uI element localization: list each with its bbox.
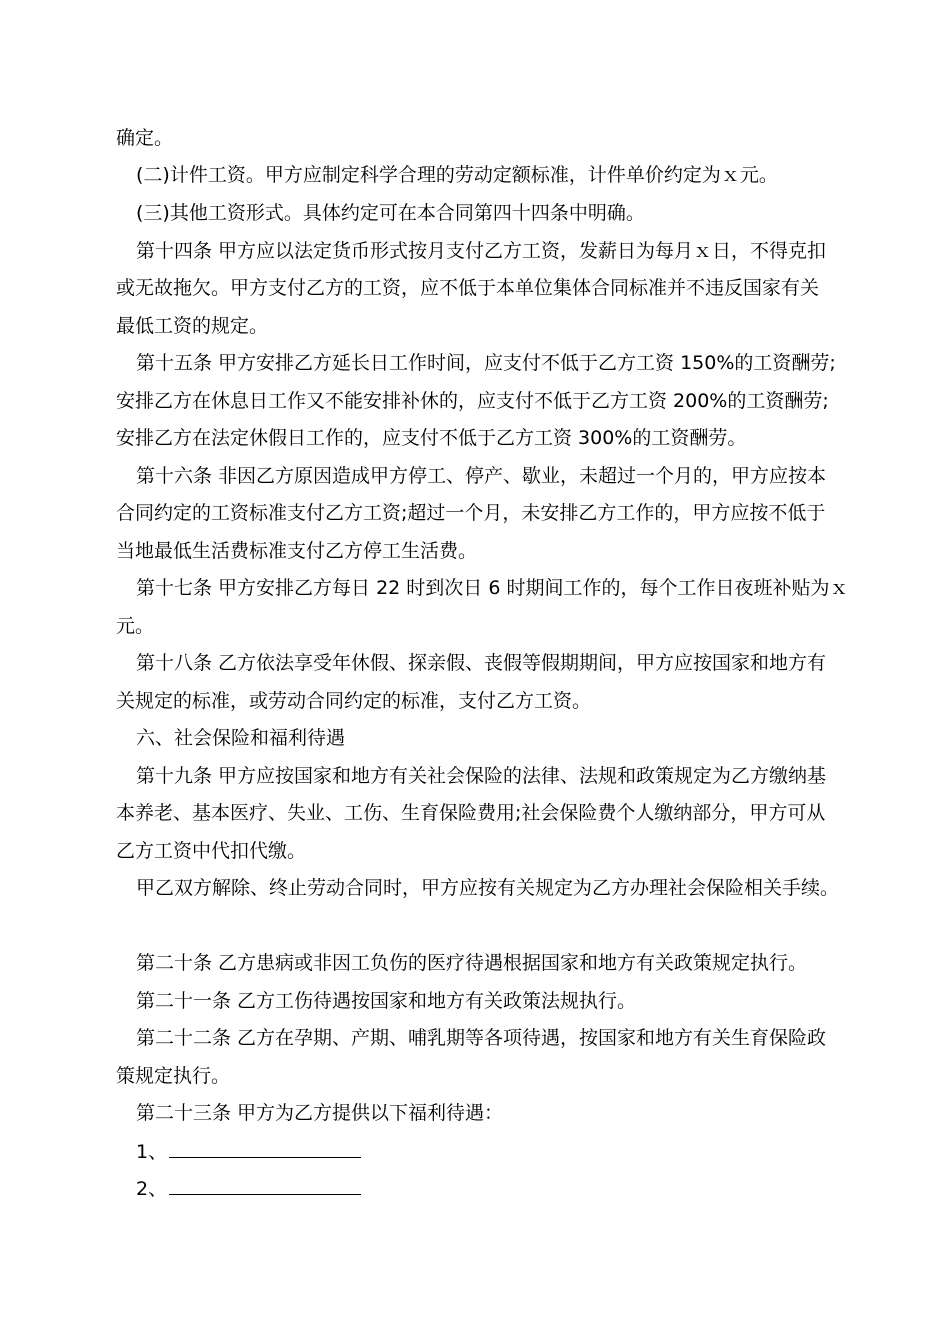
- text-line: 关规定的标准，或劳动合同约定的标准，支付乙方工资。: [116, 690, 592, 712]
- text-line: 第十五条 甲方安排乙方延长日工作时间，应支付不低于乙方工资 150%的工资酬劳;: [136, 352, 836, 374]
- text-line: 第二十二条 乙方在孕期、产期、哺乳期等各项待遇，按国家和地方有关生育保险政: [136, 1027, 827, 1049]
- text-line: 安排乙方在法定休假日工作的，应支付不低于乙方工资 300%的工资酬劳。: [116, 427, 747, 449]
- text-line: 第十八条 乙方依法享受年休假、探亲假、丧假等假期期间，甲方应按国家和地方有: [136, 652, 827, 674]
- text-line: 甲乙双方解除、终止劳动合同时，甲方应按有关规定为乙方办理社会保险相关手续。: [136, 877, 840, 899]
- text-line: 第十七条 甲方安排乙方每日 22 时到次日 6 时期间工作的，每个工作日夜班补贴为ｘ: [136, 577, 849, 599]
- fill-in-blank[interactable]: [169, 1139, 361, 1158]
- section-heading: 六、社会保险和福利待遇: [136, 727, 346, 749]
- text-line: 确定。: [116, 127, 174, 149]
- text-line: 或无故拖欠。甲方支付乙方的工资，应不低于本单位集体合同标准并不违反国家有关: [116, 277, 820, 299]
- text-line: 当地最低生活费标准支付乙方停工生活费。: [116, 540, 478, 562]
- fill-in-number: 2、: [136, 1178, 168, 1200]
- text-line: 安排乙方在休息日工作又不能安排补休的，应支付不低于乙方工资 200%的工资酬劳;: [116, 390, 829, 412]
- text-line: 第二十条 乙方患病或非因工负伤的医疗待遇根据国家和地方有关政策规定执行。: [136, 952, 808, 974]
- text-line: 最低工资的规定。: [116, 315, 269, 337]
- text-line: 第十四条 甲方应以法定货币形式按月支付乙方工资，发薪日为每月ｘ日，不得克扣: [136, 240, 827, 262]
- fill-in-blank[interactable]: [169, 1176, 361, 1195]
- text-line: 本养老、基本医疗、失业、工伤、生育保险费用;社会保险费个人缴纳部分，甲方可从: [116, 802, 826, 824]
- text-line: (二)计件工资。甲方应制定科学合理的劳动定额标准，计件单价约定为ｘ元。: [136, 164, 778, 186]
- text-line: 第十六条 非因乙方原因造成甲方停工、停产、歇业，未超过一个月的，甲方应按本: [136, 465, 827, 487]
- fill-in-item: [136, 1176, 361, 1201]
- text-line: 第二十三条 甲方为乙方提供以下福利待遇：: [136, 1102, 504, 1124]
- text-line: 合同约定的工资标准支付乙方工资;超过一个月，未安排乙方工作的，甲方应按不低于: [116, 502, 826, 524]
- text-line: 第二十一条 乙方工伤待遇按国家和地方有关政策法规执行。: [136, 990, 637, 1012]
- text-line: (三)其他工资形式。具体约定可在本合同第四十四条中明确。: [136, 202, 645, 224]
- fill-in-item: [136, 1139, 361, 1164]
- text-line: 元。: [116, 615, 155, 637]
- text-line: 第十九条 甲方应按国家和地方有关社会保险的法律、法规和政策规定为乙方缴纳基: [136, 765, 827, 787]
- fill-in-number: 1、: [136, 1141, 168, 1163]
- text-line: 乙方工资中代扣代缴。: [116, 840, 307, 862]
- text-line: 策规定执行。: [116, 1065, 231, 1087]
